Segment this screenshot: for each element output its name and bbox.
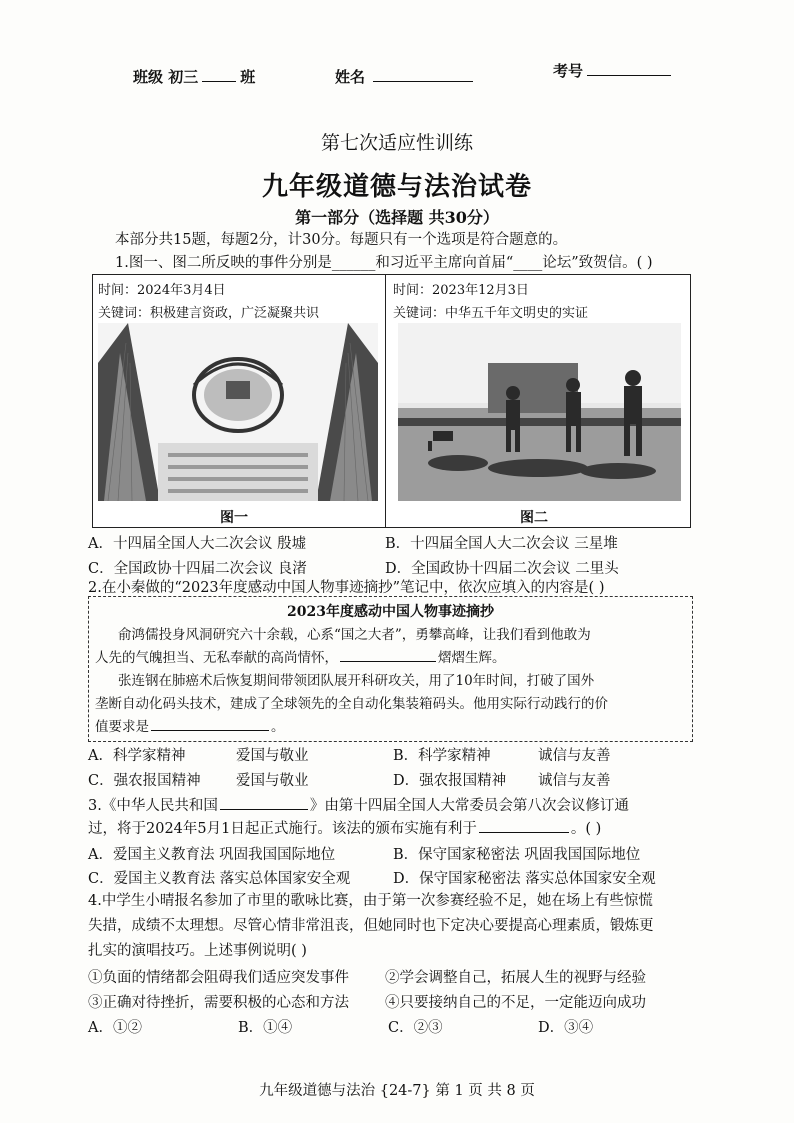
q4-line1: 4.中学生小晴报名参加了市里的歌咏比赛，由于第一次参赛经验不足，她在场上有些惊慌 xyxy=(88,893,653,909)
page-footer: 九年级道德与法治 {24-7} 第 1 页 共 8 页 xyxy=(259,1083,535,1099)
q3-option-d[interactable]: D．保守国家秘密法 落实总体国家安全观 xyxy=(393,871,656,887)
q1-option-d[interactable]: D．全国政协十四届二次会议 二里头 xyxy=(385,561,619,577)
q2-box-title: 2023年度感动中国人物事迹摘抄 xyxy=(287,604,494,620)
q2-para1-line2-end: 熠熠生辉。 xyxy=(438,650,506,666)
instructions: 本部分共15题，每题2分，计30分。每题只有一个选项是符合题意的。 xyxy=(115,232,568,248)
q1-figure-divider xyxy=(385,274,386,528)
q2-option-d-value: 诚信与友善 xyxy=(538,773,611,789)
class-label: 班级 初三 xyxy=(133,68,199,86)
q3-line2 xyxy=(88,818,601,839)
q4-line2: 失措，成绩不太理想。尽管心情非常沮丧，但她同时也下定决心要提高心理素质，锻炼更 xyxy=(88,918,654,934)
q4-statement-4: ④只要接纳自己的不足，一定能迈向成功 xyxy=(385,995,646,1011)
q3-line2-start: 过，将于2024年5月1日起正式施行。该法的颁布实施有利于 xyxy=(88,821,477,837)
q2-option-c-value: 爱国与敬业 xyxy=(236,773,309,789)
q4-option-d[interactable]: D．③④ xyxy=(538,1020,594,1036)
q4-option-c[interactable]: C．②③ xyxy=(388,1020,443,1036)
page-title: 九年级道德与法治试卷 xyxy=(261,172,532,202)
q3-line1-end: 》由第十四届全国人大常委员会第八次会议修订通 xyxy=(309,798,629,814)
q2-para2-line3-start: 值要求是 xyxy=(95,719,149,735)
fig1-keywords: 关键词：积极建言资政，广泛凝聚共识 xyxy=(98,306,320,321)
subtitle: 第七次适应性训练 xyxy=(320,132,473,154)
q2-option-b-value: 诚信与友善 xyxy=(538,748,611,764)
fig2-caption: 图二 xyxy=(520,510,548,526)
q1-option-c[interactable]: C．全国政协十四届二次会议 良渚 xyxy=(88,561,307,577)
fig1-time: 时间：2024年3月4日 xyxy=(98,283,226,298)
q3-line1-start: 3.《中华人民共和国 xyxy=(88,798,218,814)
q2-blank-2[interactable] xyxy=(151,716,269,731)
class-suffix: 班 xyxy=(240,68,256,86)
q2-option-a-value: 爱国与敬业 xyxy=(236,748,309,764)
fig1-hall-illustration xyxy=(98,323,378,501)
q2-option-a[interactable]: A．科学家精神 xyxy=(88,748,186,764)
q4-statement-2: ②学会调整自己，拓展人生的视野与经验 xyxy=(385,970,646,986)
q2-option-c[interactable]: C．强农报国精神 xyxy=(88,773,201,789)
q2-para1-line1: 俞鸿儒投身风洞研究六十余载，心系“国之大者”，勇攀高峰，让我们看到他敢为 xyxy=(118,627,591,643)
q2-para2-line3-end: 。 xyxy=(271,719,285,735)
q3-line2-end: 。( ) xyxy=(570,821,602,837)
name-label: 姓名 xyxy=(335,68,366,86)
q4-statement-1: ①负面的情绪都会阻碍我们适应突发事件 xyxy=(88,970,349,986)
q4-statement-3: ③正确对待挫折，需要积极的心态和方法 xyxy=(88,995,349,1011)
fig2-photo xyxy=(398,323,681,501)
fig1-photo xyxy=(98,323,378,501)
fig2-time: 时间：2023年12月3日 xyxy=(393,283,529,298)
q1-option-a[interactable]: A．十四届全国人大二次会议 殷墟 xyxy=(88,536,307,552)
q4-line3: 扎实的演唱技巧。上述事例说明( ) xyxy=(88,943,307,959)
q3-blank-1[interactable] xyxy=(220,795,308,810)
class-field xyxy=(133,66,255,87)
name-blank[interactable] xyxy=(373,67,473,82)
q2-para2-line2: 垄断自动化码头技术，建成了全球领先的全自动化集装箱码头。他用实际行动践行的价 xyxy=(95,696,608,712)
class-blank[interactable] xyxy=(202,67,236,82)
id-field xyxy=(553,60,671,81)
q1-option-b[interactable]: B．十四届全国人大二次会议 三星堆 xyxy=(385,536,618,552)
id-label: 考号 xyxy=(553,62,584,80)
q1-stem: 1.图一、图二所反映的事件分别是______和习近平主席向首届“____论坛”致贺信。( ) xyxy=(115,255,653,271)
fig2-excavation-illustration xyxy=(398,323,681,501)
name-field xyxy=(335,66,473,87)
q3-option-c[interactable]: C．爱国主义教育法 落实总体国家安全观 xyxy=(88,871,351,887)
fig1-caption: 图一 xyxy=(220,510,248,526)
q3-line1 xyxy=(88,795,629,816)
fig2-keywords: 关键词：中华五千年文明史的实证 xyxy=(393,306,589,321)
q3-option-a[interactable]: A．爱国主义教育法 巩固我国国际地位 xyxy=(88,847,336,863)
q4-option-b[interactable]: B．①④ xyxy=(238,1020,293,1036)
q4-option-a[interactable]: A．①② xyxy=(88,1020,142,1036)
q3-blank-2[interactable] xyxy=(479,818,569,833)
q2-para2-line3 xyxy=(95,714,285,740)
q2-blank-1[interactable] xyxy=(340,647,436,662)
part-title: 第一部分（选择题 共30分） xyxy=(295,208,499,227)
q2-option-b[interactable]: B．科学家精神 xyxy=(393,748,491,764)
id-blank[interactable] xyxy=(587,61,671,76)
q2-para1-line2-start: 人先的气魄担当、无私奉献的高尚情怀， xyxy=(95,650,338,666)
q3-option-b[interactable]: B．保守国家秘密法 巩固我国国际地位 xyxy=(393,847,641,863)
q2-option-d[interactable]: D．强农报国精神 xyxy=(393,773,507,789)
q2-stem: 2.在小秦做的“2023年度感动中国人物事迹摘抄”笔记中，依次应填入的内容是( ) xyxy=(88,580,605,596)
q2-para2-line1: 张连钢在肺癌术后恢复期间带领团队展开科研攻关，用了10年时间，打破了国外 xyxy=(118,673,595,689)
